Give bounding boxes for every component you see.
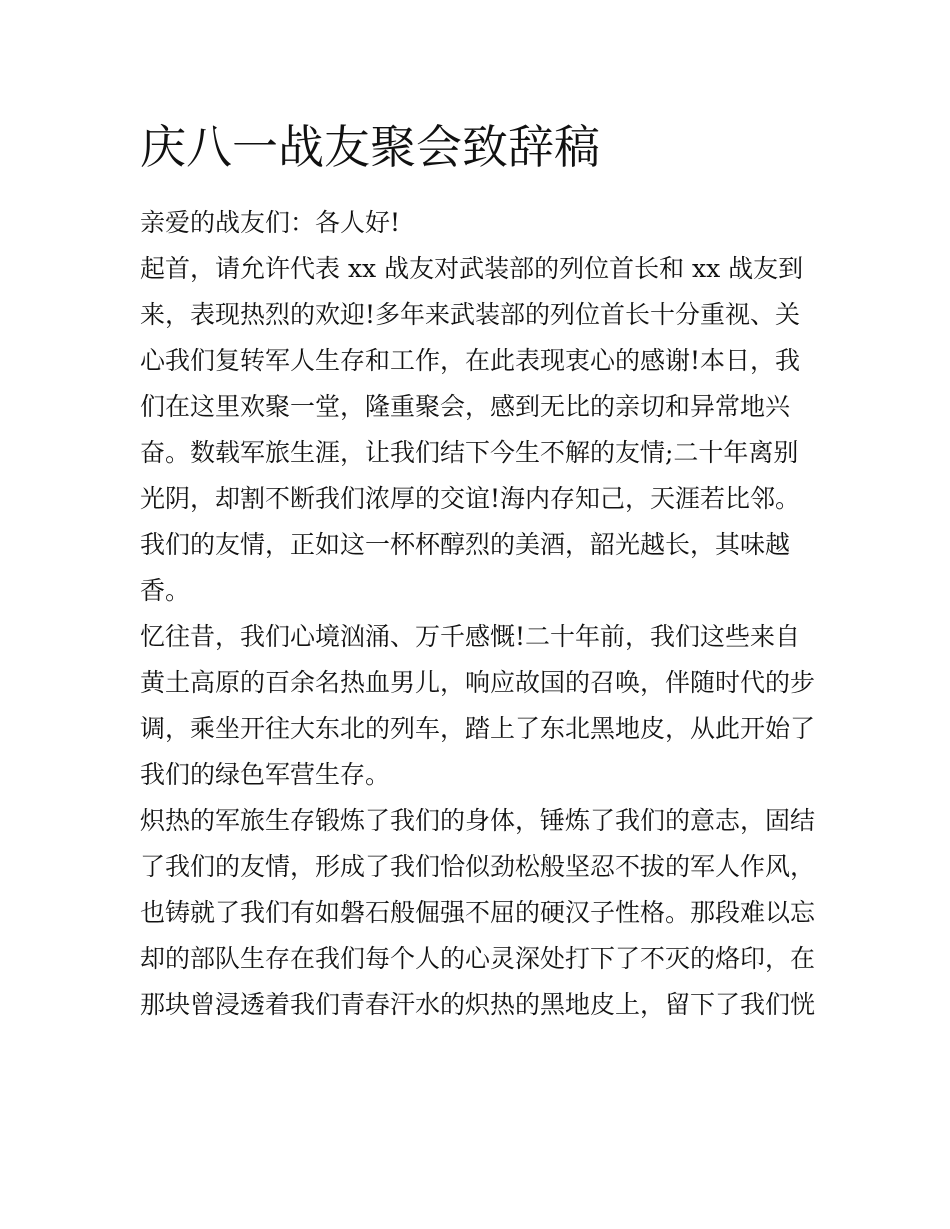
document-title: 庆八一战友聚会致辞稿 bbox=[140, 120, 600, 174]
text-line: 也铸就了我们有如磐石般倔强不屈的硬汉子性格。那段难以忘 bbox=[140, 898, 816, 927]
text-line: 起首，请允许代表 xx 战友对武装部的列位首长和 xx 战友到 bbox=[140, 254, 804, 283]
text-line: 我们的绿色军营生存。 bbox=[140, 760, 391, 789]
text-line: 了我们的友情，形成了我们恰似劲松般坚忍不拔的军人作风， bbox=[140, 852, 816, 881]
text-line: 亲爱的战友们：各人好! bbox=[140, 208, 401, 237]
text-line: 却的部队生存在我们每个人的心灵深处打下了不灭的烙印，在 bbox=[140, 944, 816, 973]
text-line: 光阴，却割不断我们浓厚的交谊!海内存知己，天涯若比邻。 bbox=[140, 484, 801, 513]
document-body bbox=[140, 200, 820, 1028]
text-line: 调，乘坐开往大东北的列车，踏上了东北黑地皮，从此开始了 bbox=[140, 714, 816, 743]
text-line: 炽热的军旅生存锻炼了我们的身体，锤炼了我们的意志，固结 bbox=[140, 806, 816, 835]
text-line: 们在这里欢聚一堂，隆重聚会，感到无比的亲切和异常地兴 bbox=[140, 392, 791, 421]
text-line: 心我们复转军人生存和工作，在此表现衷心的感谢!本日，我 bbox=[140, 346, 801, 375]
text-line: 黄土高原的百余名热血男儿，响应故国的召唤，伴随时代的步 bbox=[140, 668, 816, 697]
text-line: 来，表现热烈的欢迎!多年来武装部的列位首长十分重视、关 bbox=[140, 300, 801, 329]
text-line: 忆往昔，我们心境汹涌、万千感慨!二十年前，我们这些来自 bbox=[140, 622, 801, 651]
text-line: 奋。数载军旅生涯，让我们结下今生不解的友情;二十年离别 bbox=[140, 438, 799, 467]
text-line: 我们的友情，正如这一杯杯醇烈的美酒，韶光越长，其味越 bbox=[140, 530, 791, 559]
text-line: 香。 bbox=[140, 576, 191, 605]
text-line: 那块曾浸透着我们青春汗水的炽热的黑地皮上，留下了我们恍 bbox=[140, 990, 816, 1019]
